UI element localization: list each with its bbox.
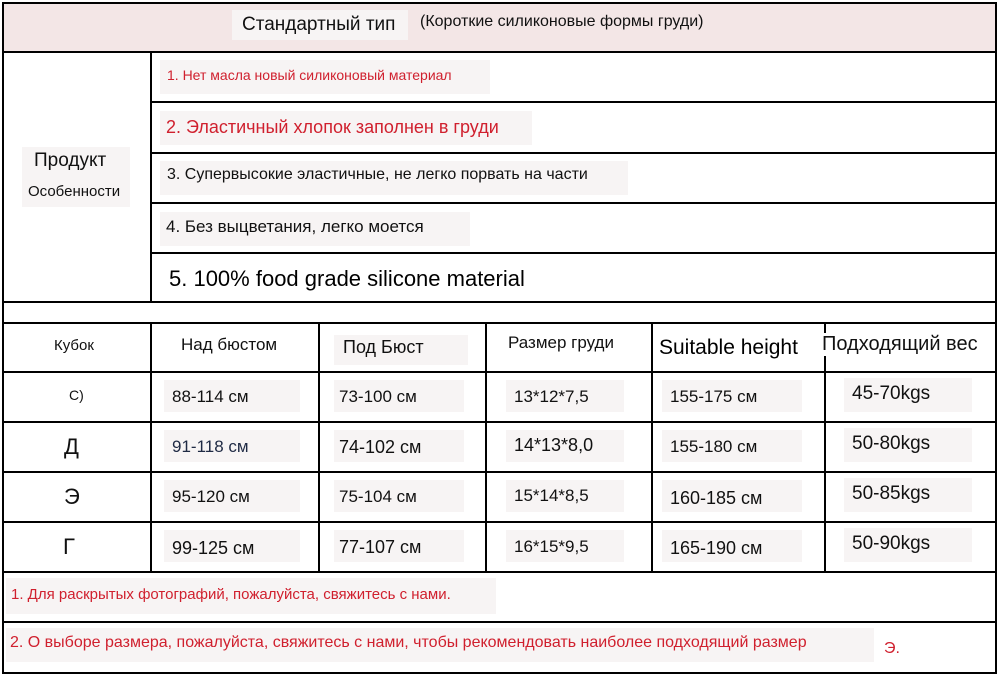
table-header-breast-size: Размер груди [508,333,614,352]
page-subtitle: (Короткие силиконовые формы груди) [420,13,704,30]
table-row-2-breast-size: 14*13*8,0 [514,435,594,455]
feature-item-5: 5. 100% food grade silicone material [169,266,525,291]
table-row-1-over-bust: 88-114 см [172,387,249,406]
table-row-3-height: 160-185 см [670,488,763,508]
table-row-1-cup: C) [69,387,84,403]
table-col-line-4 [651,322,653,572]
table-row-2-over-bust: 91-118 см [172,437,249,456]
notes-divider [2,621,997,623]
feature-item-1: 1. Нет масла новый силиконовый материал [167,67,452,83]
table-row-1-breast-size: 13*12*7,5 [514,387,589,406]
feature-row-line-4 [150,252,996,254]
features-label-line2: Особенности [28,183,121,200]
table-header-cup: Кубок [54,337,94,354]
table-row-4-cup: Г [63,534,75,559]
features-label-line1: Продукт [34,150,107,171]
table-header-weight: Подходящий вес [822,333,978,355]
table-row-1-under-bust: 73-100 см [339,387,417,406]
table-row-4-height: 165-190 см [670,538,763,558]
table-header-under-bust: Под Бюст [343,337,424,357]
table-col-line-1 [150,322,152,572]
feature-row-line-2 [150,152,996,154]
table-row-1-height: 155-175 см [670,387,758,406]
note-trailing: Э. [884,640,900,657]
feature-row-line-1 [150,101,996,103]
table-row-4-over-bust: 99-125 см [172,538,255,558]
feature-item-3: 3. Супервысокие эластичные, не легко порвать на части [167,166,588,183]
frame-top [2,2,997,4]
table-row-4-weight: 50-90kgs [852,533,931,554]
table-row-3-under-bust: 75-104 см [339,487,417,506]
table-row-4-breast-size: 16*15*9,5 [514,537,589,556]
table-col-line-3 [485,322,487,572]
table-row-2-cup: Д [64,434,79,459]
table-row-4-under-bust: 77-107 см [339,537,422,557]
table-row-3-cup: Э [64,484,80,509]
feature-item-2: 2. Эластичный хлопок заполнен в груди [166,117,499,137]
features-divider [150,52,152,302]
frame-left [2,2,4,674]
table-row-3-breast-size: 15*14*8,5 [514,486,589,505]
table-col-line-2 [318,322,320,572]
table-col-line-5 [824,322,826,572]
feature-item-4: 4. Без выцветания, легко моется [166,217,424,236]
note-item-2: 2. О выборе размера, пожалуйста, свяжитесь с нами, чтобы рекомендовать наиболее подходящий размер [10,634,807,651]
table-row-3-over-bust: 95-120 см [172,487,250,506]
table-header-over-bust: Над бюстом [181,335,278,354]
note-item-1: 1. Для раскрытых фотографий, пожалуйста, свяжитесь с нами. [11,586,451,603]
page-title: Стандартный тип [242,14,396,35]
frame-bottom [2,672,997,674]
table-row-2-under-bust: 74-102 см [339,437,422,457]
table-row-1-weight: 45-70kgs [852,383,931,404]
table-row-3-weight: 50-85kgs [852,483,931,504]
feature-row-line-3 [150,202,996,204]
table-header-height: Suitable height [659,336,798,359]
table-row-2-weight: 50-80kgs [852,433,931,454]
table-row-2-height: 155-180 см [670,437,758,456]
